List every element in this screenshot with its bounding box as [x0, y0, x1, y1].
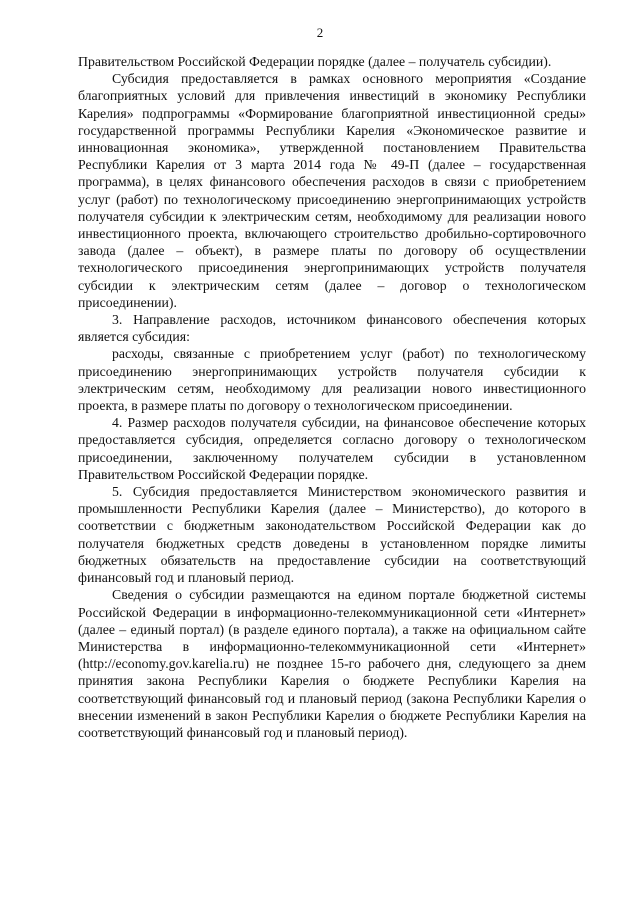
paragraph-3-expense-direction: 3. Направление расходов, источником финансового обеспечения которых является субсидия:: [78, 312, 586, 345]
page-number: 2: [316, 25, 324, 40]
paragraph-4-expense-amount: 4. Размер расходов получателя субсидии, на финансовое обеспечение которых предоставляется субсидия, определяется согласно договору о технологическом присоединении, заключенному получателем субсидии в установленном Правительством Российской Федерации порядке.: [78, 415, 586, 482]
paragraph-5-subsidy-provider: 5. Субсидия предоставляется Министерством экономического развития и промышленности Республики Карелия (далее – Министерство), до которого в соответствии с бюджетным законодательством Российской Федерации как до получателя бюджетных средств доведены в установленном порядке лимиты бюджетных обязательств на предоставление субсидии на соответствующий финансовый год и плановый период.: [78, 484, 586, 586]
document-body: [78, 53, 586, 741]
paragraph-expenses-description: расходы, связанные с приобретением услуг (работ) по технологическому присоединению энергопринимающих устройств получателя субсидии к электрическим сетям, необходимому для реализации нового инвестиционного проекта, в размере платы по договору о технологическом присоединении.: [78, 346, 586, 414]
paragraph-subsidy-purpose: Субсидия предоставляется в рамках основного мероприятия «Создание благоприятных условий для привлечения инвестиций в экономику Республики Карелия» подпрограммы «Формирование благоприятной инвестиционной среды» государственной программы Республики Карелия «Экономическое развитие и инновационная экономика», утвержденной постановлением Правительства Республики Карелия от 3 марта 2014 года № 49-П (далее – государственная программа), в целях финансового обеспечения расходов в связи с приобретением услуг (работ) по технологическому присоединению энергопринимающих устройств получателя субсидии к электрическим сетям, необходимому для реализации нового инвестиционного проекта, включающего строительство дробильно-сортировочного завода (далее – объект), в размере платы по договору об осуществлении технологического присоединения энергопринимающих устройств получателя субсидии к электрическим сетям (далее – договор о технологическом присоединении).: [78, 71, 586, 310]
paragraph-subsidy-information: Сведения о субсидии размещаются на едином портале бюджетной системы Российской Федерации в информационно-телекоммуникационной сети «Интернет» (далее – единый портал) (в разделе единого портала), а также на официальном сайте Министерства в информационно-телекоммуникационной сети «Интернет» (http://economy.gov.karelia.ru) не позднее 15-го рабочего дня, следующего за днем принятия закона Республики Карелия о бюджете Республики Карелия на соответствующий финансовый год и плановый период (закона Республики Карелия о внесении изменений в закон Республики Карелия о бюджете Республики Карелия на соответствующий финансовый год и плановый период).: [78, 587, 586, 740]
paragraph-continuation: Правительством Российской Федерации порядке (далее – получатель субсидии).: [78, 54, 552, 69]
